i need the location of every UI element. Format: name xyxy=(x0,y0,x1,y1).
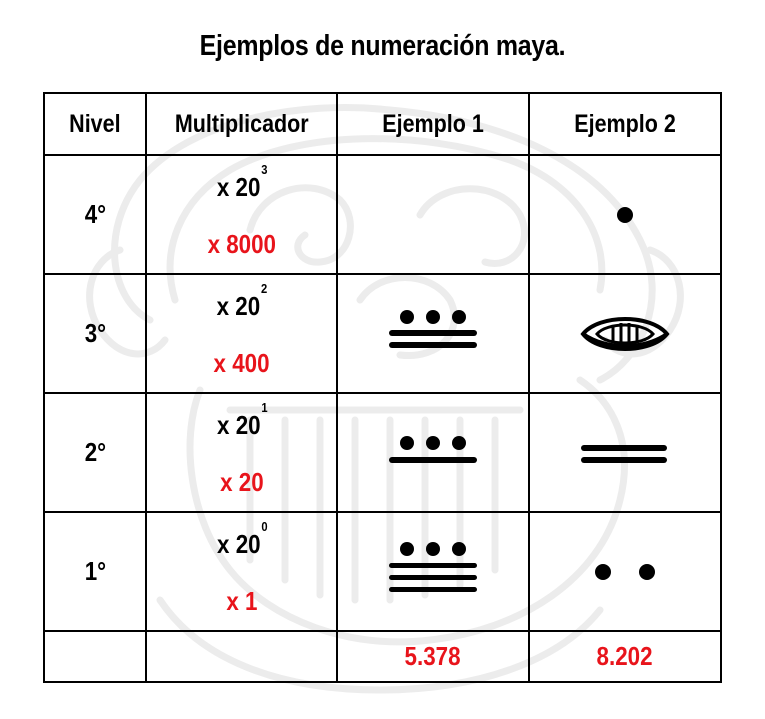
exponent: 1 xyxy=(261,399,268,415)
maya-ten-icon xyxy=(575,438,675,468)
level-cell: 2° xyxy=(44,393,146,512)
empty-cell xyxy=(146,631,337,682)
factor-value: x 1 xyxy=(225,585,258,616)
ejemplo-2-cell xyxy=(529,393,721,512)
level-cell: 1° xyxy=(44,512,146,631)
table-row xyxy=(44,274,721,393)
table-row xyxy=(44,393,721,512)
header-nivel: Nivel xyxy=(44,93,146,155)
exponent: 3 xyxy=(261,161,268,177)
exponent: 2 xyxy=(260,280,268,296)
ejemplo-1-cell xyxy=(337,155,529,274)
maya-eighteen-icon xyxy=(383,541,483,603)
maya-eight-icon xyxy=(383,433,483,473)
ejemplo-2-cell xyxy=(529,512,721,631)
maya-one-dot-icon xyxy=(605,200,645,230)
table-row xyxy=(44,512,721,631)
ejemplo-2-cell xyxy=(529,155,721,274)
ejemplo-1-cell xyxy=(337,512,529,631)
factor-value: x 8000 xyxy=(207,228,276,259)
table-row xyxy=(44,155,721,274)
page-title: Ejemplos de numeración maya. xyxy=(199,30,566,62)
header-ejemplo-1: Ejemplo 1 xyxy=(337,93,529,155)
ejemplo-1-cell xyxy=(337,393,529,512)
ejemplo-2-cell xyxy=(529,274,721,393)
multiplier-cell xyxy=(146,274,337,393)
power-expression: x $20^2$ xyxy=(216,280,268,321)
multiplier-cell xyxy=(146,512,337,631)
multiplier-cell xyxy=(146,393,337,512)
level-cell: 4° xyxy=(44,155,146,274)
empty-cell xyxy=(44,631,146,682)
header-row xyxy=(44,93,721,155)
ejemplo-1-cell xyxy=(337,274,529,393)
total-ejemplo-2: 8.202 xyxy=(529,631,721,682)
factor-value: x 400 xyxy=(213,347,270,378)
header-ejemplo-2: Ejemplo 2 xyxy=(529,93,721,155)
multiplier-cell xyxy=(146,155,337,274)
exponent: 0 xyxy=(261,518,268,534)
factor-value: x 20 xyxy=(219,466,264,497)
maya-thirteen-icon xyxy=(383,309,483,359)
shell-zero-icon xyxy=(577,312,673,356)
power-expression: x $20^0$ xyxy=(216,518,268,559)
power-expression: x $20^1$ xyxy=(216,399,268,440)
maya-numeration-table xyxy=(43,92,722,683)
total-ejemplo-1: 5.378 xyxy=(337,631,529,682)
level-cell: 3° xyxy=(44,274,146,393)
totals-row xyxy=(44,631,721,682)
maya-two-icon xyxy=(575,557,675,587)
header-multiplicador: Multiplicador xyxy=(146,93,337,155)
power-expression: x $20^3$ xyxy=(216,161,268,202)
